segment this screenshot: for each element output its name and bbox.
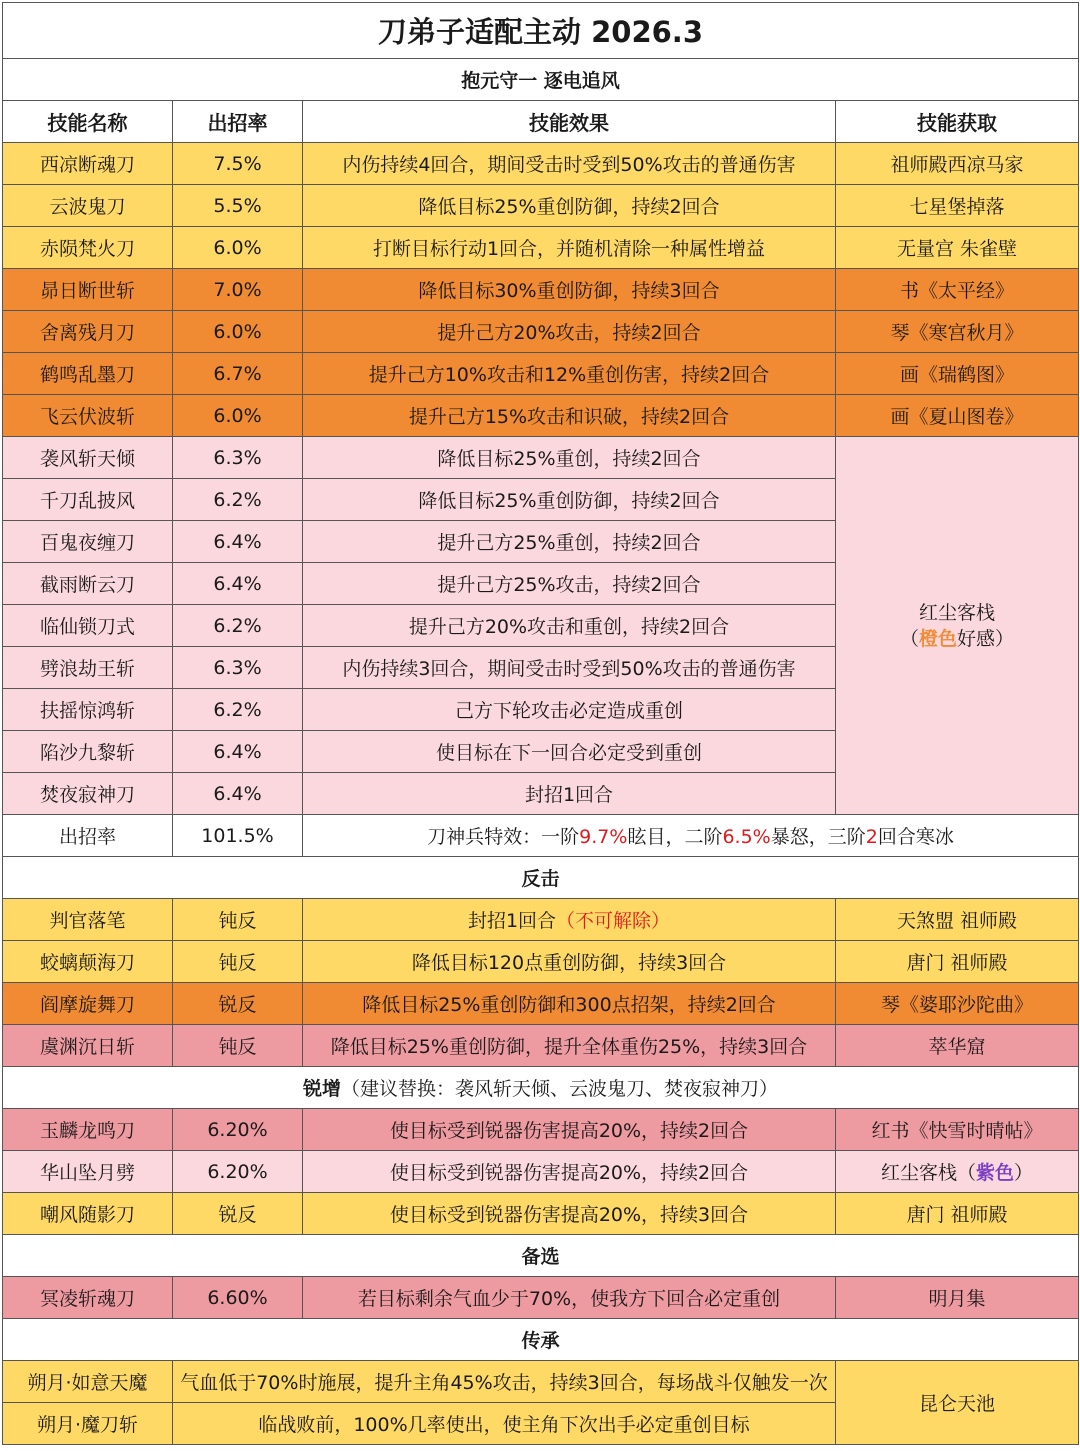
skill-source-color-word: 紫色 bbox=[976, 1162, 1015, 1184]
skill-effect: 提升己方10%攻击和12%重创伤害，持续2回合 bbox=[303, 353, 836, 395]
skill-name: 朔月·如意天魔 bbox=[3, 1361, 173, 1403]
skill-effect: 降低目标120点重创防御，持续3回合 bbox=[303, 941, 836, 983]
table-row bbox=[3, 353, 1079, 395]
skill-rate: 6.3% bbox=[173, 647, 303, 689]
table-row bbox=[3, 899, 1079, 941]
section-header-counter: 反击 bbox=[3, 857, 1079, 899]
skill-source: 琴《寒宫秋月》 bbox=[836, 311, 1079, 353]
skill-name: 华山坠月劈 bbox=[3, 1151, 173, 1193]
table-row bbox=[3, 1361, 1079, 1403]
skill-effect: 气血低于70%时施展，提升主角45%攻击，持续3回合，每场战斗仅触发一次 bbox=[173, 1361, 836, 1403]
skill-effect-text: 封招1回合 bbox=[467, 910, 557, 932]
skill-name: 百鬼夜缠刀 bbox=[3, 521, 173, 563]
skill-source bbox=[836, 1151, 1079, 1193]
table-row bbox=[3, 395, 1079, 437]
total-rate: 101.5% bbox=[173, 815, 303, 857]
weapon-effect-part3: 暴怒，三阶 bbox=[770, 826, 866, 848]
skill-name: 云波鬼刀 bbox=[3, 185, 173, 227]
skill-source: 唐门 祖师殿 bbox=[836, 1193, 1079, 1235]
column-header-effect: 技能效果 bbox=[303, 101, 836, 143]
section-header-inheritance: 传承 bbox=[3, 1319, 1079, 1361]
skill-source: 祖师殿西凉马家 bbox=[836, 143, 1079, 185]
skill-effect: 提升己方20%攻击，持续2回合 bbox=[303, 311, 836, 353]
skill-effect: 降低目标30%重创防御，持续3回合 bbox=[303, 269, 836, 311]
skill-name: 赤陨梵火刀 bbox=[3, 227, 173, 269]
skill-effect: 内伤持续4回合，期间受击时受到50%攻击的普通伤害 bbox=[303, 143, 836, 185]
skill-effect: 降低目标25%重创防御，持续2回合 bbox=[303, 185, 836, 227]
skill-rate: 6.4% bbox=[173, 563, 303, 605]
skill-effect: 降低目标25%重创防御，提升全体重伤25%，持续3回合 bbox=[303, 1025, 836, 1067]
table-row bbox=[3, 1193, 1079, 1235]
skill-rate: 6.20% bbox=[173, 1151, 303, 1193]
inherit-source: 昆仑天池 bbox=[836, 1361, 1079, 1445]
skill-effect: 提升己方25%重创，持续2回合 bbox=[303, 521, 836, 563]
skill-source-part2: ） bbox=[1014, 1162, 1034, 1184]
skill-name: 鹤鸣乱墨刀 bbox=[3, 353, 173, 395]
skill-name: 临仙锁刀式 bbox=[3, 605, 173, 647]
skill-effect: 降低目标25%重创防御和300点招架，持续2回合 bbox=[303, 983, 836, 1025]
table-row bbox=[3, 227, 1079, 269]
section-header-alternative: 备选 bbox=[3, 1235, 1079, 1277]
table-row bbox=[3, 143, 1079, 185]
skill-rate: 6.0% bbox=[173, 311, 303, 353]
weapon-effect-part2: 眩目，二阶 bbox=[627, 826, 723, 848]
table-row bbox=[3, 1277, 1079, 1319]
skill-rate: 6.4% bbox=[173, 521, 303, 563]
column-header-source: 技能获取 bbox=[836, 101, 1079, 143]
skill-source: 红书《快雪时晴帖》 bbox=[836, 1109, 1079, 1151]
skill-effect: 己方下轮攻击必定造成重创 bbox=[303, 689, 836, 731]
skill-name: 截雨断云刀 bbox=[3, 563, 173, 605]
skill-source: 明月集 bbox=[836, 1277, 1079, 1319]
skill-effect: 提升己方15%攻击和识破，持续2回合 bbox=[303, 395, 836, 437]
skill-effect-note: （不可解除） bbox=[556, 910, 671, 932]
skill-source: 无量宫 朱雀壁 bbox=[836, 227, 1079, 269]
skill-name: 劈浪劫王斩 bbox=[3, 647, 173, 689]
skill-effect: 使目标在下一回合必定受到重创 bbox=[303, 731, 836, 773]
skill-name: 蛟螭颠海刀 bbox=[3, 941, 173, 983]
weapon-effect-part1: 刀神兵特效：一阶 bbox=[427, 826, 580, 848]
skill-rate: 6.60% bbox=[173, 1277, 303, 1319]
skill-rate: 6.0% bbox=[173, 227, 303, 269]
merged-source-open: （ bbox=[899, 627, 919, 650]
skill-name: 飞云伏波斩 bbox=[3, 395, 173, 437]
skill-source: 七星堡掉落 bbox=[836, 185, 1079, 227]
total-row bbox=[3, 815, 1079, 857]
skill-effect: 使目标受到锐器伤害提高20%，持续3回合 bbox=[303, 1193, 836, 1235]
skill-rate: 锐反 bbox=[173, 983, 303, 1025]
skill-name: 袭风斩天倾 bbox=[3, 437, 173, 479]
section-header-sharp bbox=[3, 1067, 1079, 1109]
skill-rate: 钝反 bbox=[173, 1025, 303, 1067]
skill-rate: 6.7% bbox=[173, 353, 303, 395]
skill-effect: 内伤持续3回合，期间受击时受到50%攻击的普通伤害 bbox=[303, 647, 836, 689]
skill-effect: 临战败前，100%几率使出，使主角下次出手必定重创目标 bbox=[173, 1403, 836, 1445]
table-row bbox=[3, 311, 1079, 353]
skill-name: 陷沙九黎斩 bbox=[3, 731, 173, 773]
column-header-name: 技能名称 bbox=[3, 101, 173, 143]
skill-effect bbox=[303, 899, 836, 941]
skill-source: 唐门 祖师殿 bbox=[836, 941, 1079, 983]
skill-source-part1: 红尘客栈（ bbox=[880, 1162, 976, 1184]
skill-source: 萃华窟 bbox=[836, 1025, 1079, 1067]
skill-effect: 降低目标25%重创防御，持续2回合 bbox=[303, 479, 836, 521]
table-row bbox=[3, 1025, 1079, 1067]
skill-name: 虞渊沉日斩 bbox=[3, 1025, 173, 1067]
weapon-effect-value3: 2 bbox=[865, 826, 878, 848]
skill-effect: 降低目标25%重创，持续2回合 bbox=[303, 437, 836, 479]
weapon-effect-value1: 9.7% bbox=[579, 826, 628, 848]
skill-rate: 钝反 bbox=[173, 899, 303, 941]
section-sharp-title: 锐增 bbox=[302, 1078, 341, 1100]
section-sharp-note: （建议替换：袭风斩天倾、云波鬼刀、焚夜寂神刀） bbox=[341, 1078, 779, 1100]
skill-source: 画《夏山图卷》 bbox=[836, 395, 1079, 437]
skill-name: 朔月·魔刀斩 bbox=[3, 1403, 173, 1445]
skill-source: 书《太平经》 bbox=[836, 269, 1079, 311]
weapon-effect-value2: 6.5% bbox=[722, 826, 771, 848]
table-row bbox=[3, 941, 1079, 983]
skill-name: 玉麟龙鸣刀 bbox=[3, 1109, 173, 1151]
page-title: 刀弟子适配主动 2026.3 bbox=[3, 3, 1079, 59]
skill-effect: 提升己方25%攻击，持续2回合 bbox=[303, 563, 836, 605]
skill-rate: 6.2% bbox=[173, 605, 303, 647]
skill-rate: 6.4% bbox=[173, 731, 303, 773]
table-row bbox=[3, 1151, 1079, 1193]
skill-table bbox=[2, 2, 1079, 1445]
table-row bbox=[3, 185, 1079, 227]
table-row bbox=[3, 269, 1079, 311]
skill-name: 千刀乱披风 bbox=[3, 479, 173, 521]
section-header-active: 抱元守一 逐电追风 bbox=[3, 59, 1079, 101]
skill-source: 天煞盟 祖师殿 bbox=[836, 899, 1079, 941]
skill-name: 冥凌斩魂刀 bbox=[3, 1277, 173, 1319]
skill-rate: 7.5% bbox=[173, 143, 303, 185]
table-row bbox=[3, 983, 1079, 1025]
skill-name: 扶摇惊鸿斩 bbox=[3, 689, 173, 731]
skill-name: 西凉断魂刀 bbox=[3, 143, 173, 185]
column-header-rate: 出招率 bbox=[173, 101, 303, 143]
skill-effect: 封招1回合 bbox=[303, 773, 836, 815]
skill-name: 焚夜寂神刀 bbox=[3, 773, 173, 815]
merged-source-line1: 红尘客栈 bbox=[919, 601, 996, 624]
skill-name: 阎摩旋舞刀 bbox=[3, 983, 173, 1025]
skill-name: 嘲风随影刀 bbox=[3, 1193, 173, 1235]
skill-effect: 若目标剩余气血少于70%，使我方下回合必定重创 bbox=[303, 1277, 836, 1319]
skill-source: 琴《婆耶沙陀曲》 bbox=[836, 983, 1079, 1025]
skill-effect: 使目标受到锐器伤害提高20%，持续2回合 bbox=[303, 1151, 836, 1193]
skill-rate: 6.4% bbox=[173, 773, 303, 815]
total-label: 出招率 bbox=[3, 815, 173, 857]
skill-rate: 6.3% bbox=[173, 437, 303, 479]
merged-source-rest: 好感） bbox=[957, 627, 1015, 650]
skill-rate: 5.5% bbox=[173, 185, 303, 227]
skill-name: 舍离残月刀 bbox=[3, 311, 173, 353]
merged-source-color-word: 橙色 bbox=[919, 627, 958, 650]
skill-effect: 打断目标行动1回合，并随机清除一种属性增益 bbox=[303, 227, 836, 269]
skill-effect: 提升己方20%攻击和重创，持续2回合 bbox=[303, 605, 836, 647]
table-row bbox=[3, 1109, 1079, 1151]
skill-rate: 锐反 bbox=[173, 1193, 303, 1235]
weapon-effect bbox=[303, 815, 1079, 857]
skill-rate: 6.0% bbox=[173, 395, 303, 437]
merged-source-cell bbox=[836, 437, 1079, 815]
skill-effect: 使目标受到锐器伤害提高20%，持续2回合 bbox=[303, 1109, 836, 1151]
skill-rate: 7.0% bbox=[173, 269, 303, 311]
skill-rate: 6.20% bbox=[173, 1109, 303, 1151]
skill-rate: 6.2% bbox=[173, 479, 303, 521]
skill-rate: 钝反 bbox=[173, 941, 303, 983]
skill-name: 昴日断世斩 bbox=[3, 269, 173, 311]
skill-source: 画《瑞鹤图》 bbox=[836, 353, 1079, 395]
skill-rate: 6.2% bbox=[173, 689, 303, 731]
table-row bbox=[3, 437, 1079, 479]
weapon-effect-part4: 回合寒冰 bbox=[877, 826, 954, 848]
skill-name: 判官落笔 bbox=[3, 899, 173, 941]
